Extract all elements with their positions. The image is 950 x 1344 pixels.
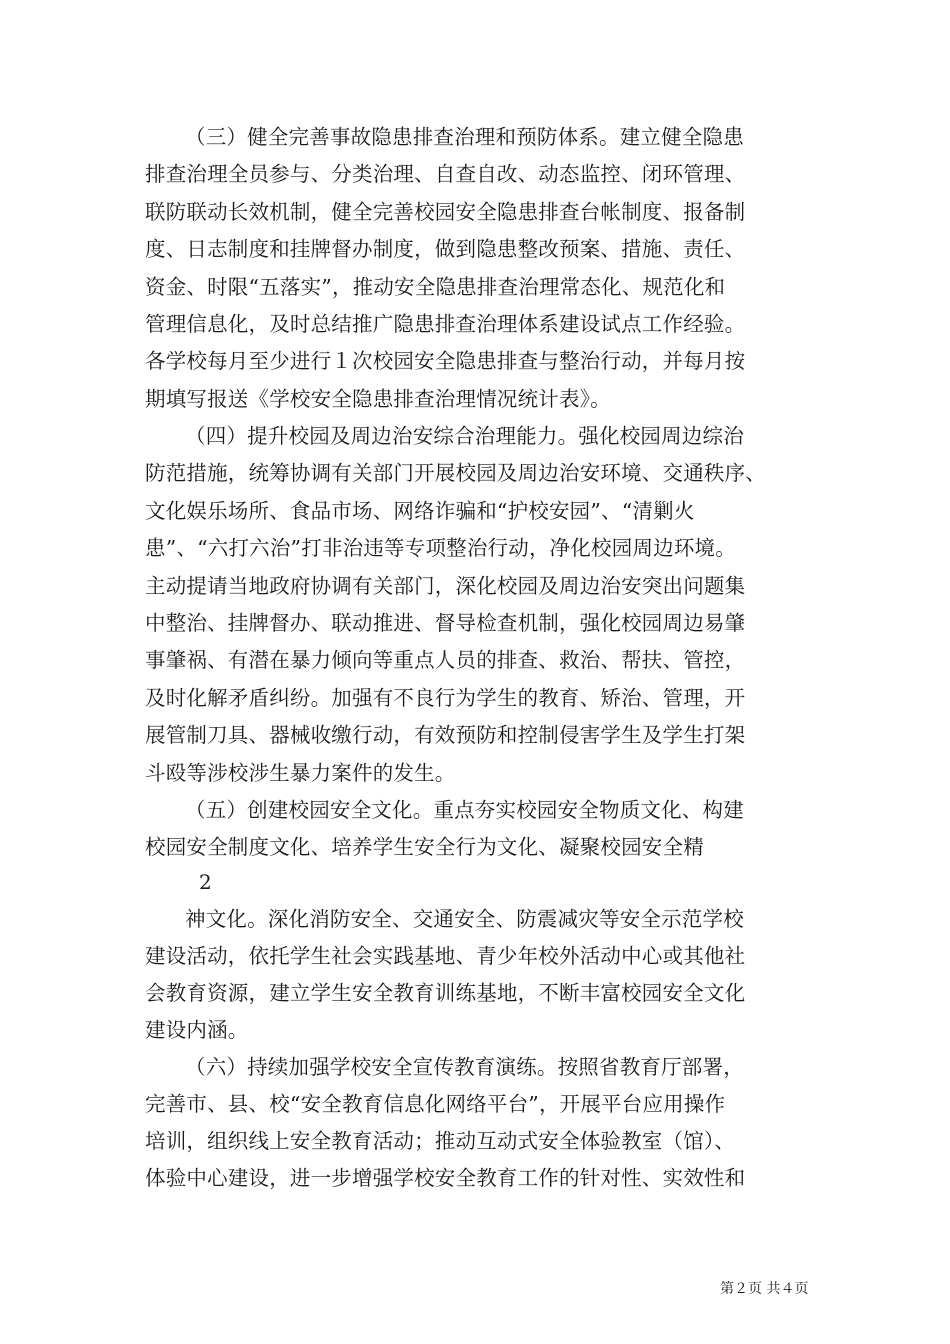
text-line: （四）提升校园及周边治安综合治理能力。强化校园周边综治	[185, 424, 744, 448]
text-line: 及时化解矛盾纠纷。加强有不良行为学生的教育、矫治、管理，开	[145, 686, 746, 710]
text-line: 事肇祸、有潜在暴力倾向等重点人员的排查、救治、帮扶、管控，	[145, 648, 746, 672]
text-line: 资金、时限“五落实”，推动安全隐患排查治理常态化、规范化和	[145, 275, 726, 299]
text-line: 体验中心建设，进一步增强学校安全教育工作的针对性、实效性和	[145, 1166, 746, 1190]
text-line: 展管制刀具、器械收缴行动，有效预防和控制侵害学生及学生打架	[145, 723, 746, 747]
text-line: 各学校每月至少进行１次校园安全隐患排查与整治行动，并每月按	[145, 349, 746, 373]
text-line: 神文化。深化消防安全、交通安全、防震减灾等安全示范学校	[185, 907, 744, 931]
text-line: 主动提请当地政府协调有关部门，深化校园及周边治安突出问题集	[145, 574, 746, 598]
text-line: 度、日志制度和挂牌督办制度，做到隐患整改预案、措施、责任、	[145, 237, 746, 261]
text-line: （三）健全完善事故隐患排查治理和预防体系。建立健全隐患	[185, 125, 744, 149]
text-line: 中整治、挂牌督办、联动推进、督导检查机制，强化校园周边易肇	[145, 611, 746, 635]
text-line: 患”、“六打六治”打非治违等专项整治行动，净化校园周边环境。	[145, 536, 736, 560]
text-line: 期填写报送《学校安全隐患排查治理情况统计表》。	[145, 387, 611, 411]
text-line: 建设活动，依托学生社会实践基地、青少年校外活动中心或其他社	[145, 944, 746, 968]
text-line: 建设内涵。	[145, 1018, 249, 1042]
text-line: 完善市、县、校“安全教育信息化网络平台”，开展平台应用操作	[145, 1092, 726, 1116]
text-line: 文化娱乐场所、食品市场、网络诈骗和“护校安园”、“清剿火	[145, 499, 695, 523]
text-line: 培训，组织线上安全教育活动；推动互动式安全体验教室（馆）、	[145, 1129, 736, 1153]
text-line: 斗殴等涉校涉生暴力案件的发生。	[145, 761, 456, 785]
page-number-mark: 2	[199, 870, 212, 894]
text-line: 排查治理全员参与、分类治理、自查自改、动态监控、闭环管理、	[145, 162, 746, 186]
text-line: 会教育资源，建立学生安全教育训练基地，不断丰富校园安全文化	[145, 981, 746, 1005]
text-line: 联防联动长效机制，健全完善校园安全隐患排查台帐制度、报备制	[145, 200, 746, 224]
text-line: 防范措施，统筹协调有关部门开展校园及周边治安环境、交通秩序、	[145, 461, 766, 485]
page-footer: 第２页 共４页	[720, 1281, 809, 1297]
text-line: 管理信息化，及时总结推广隐患排查治理体系建设试点工作经验。	[145, 312, 746, 336]
text-line: （五）创建校园安全文化。重点夯实校园安全物质文化、构建	[185, 798, 744, 822]
text-line: （六）持续加强学校安全宣传教育演练。按照省教育厅部署，	[185, 1055, 744, 1079]
text-line: 校园安全制度文化、培养学生安全行为文化、凝聚校园安全精	[145, 835, 704, 859]
